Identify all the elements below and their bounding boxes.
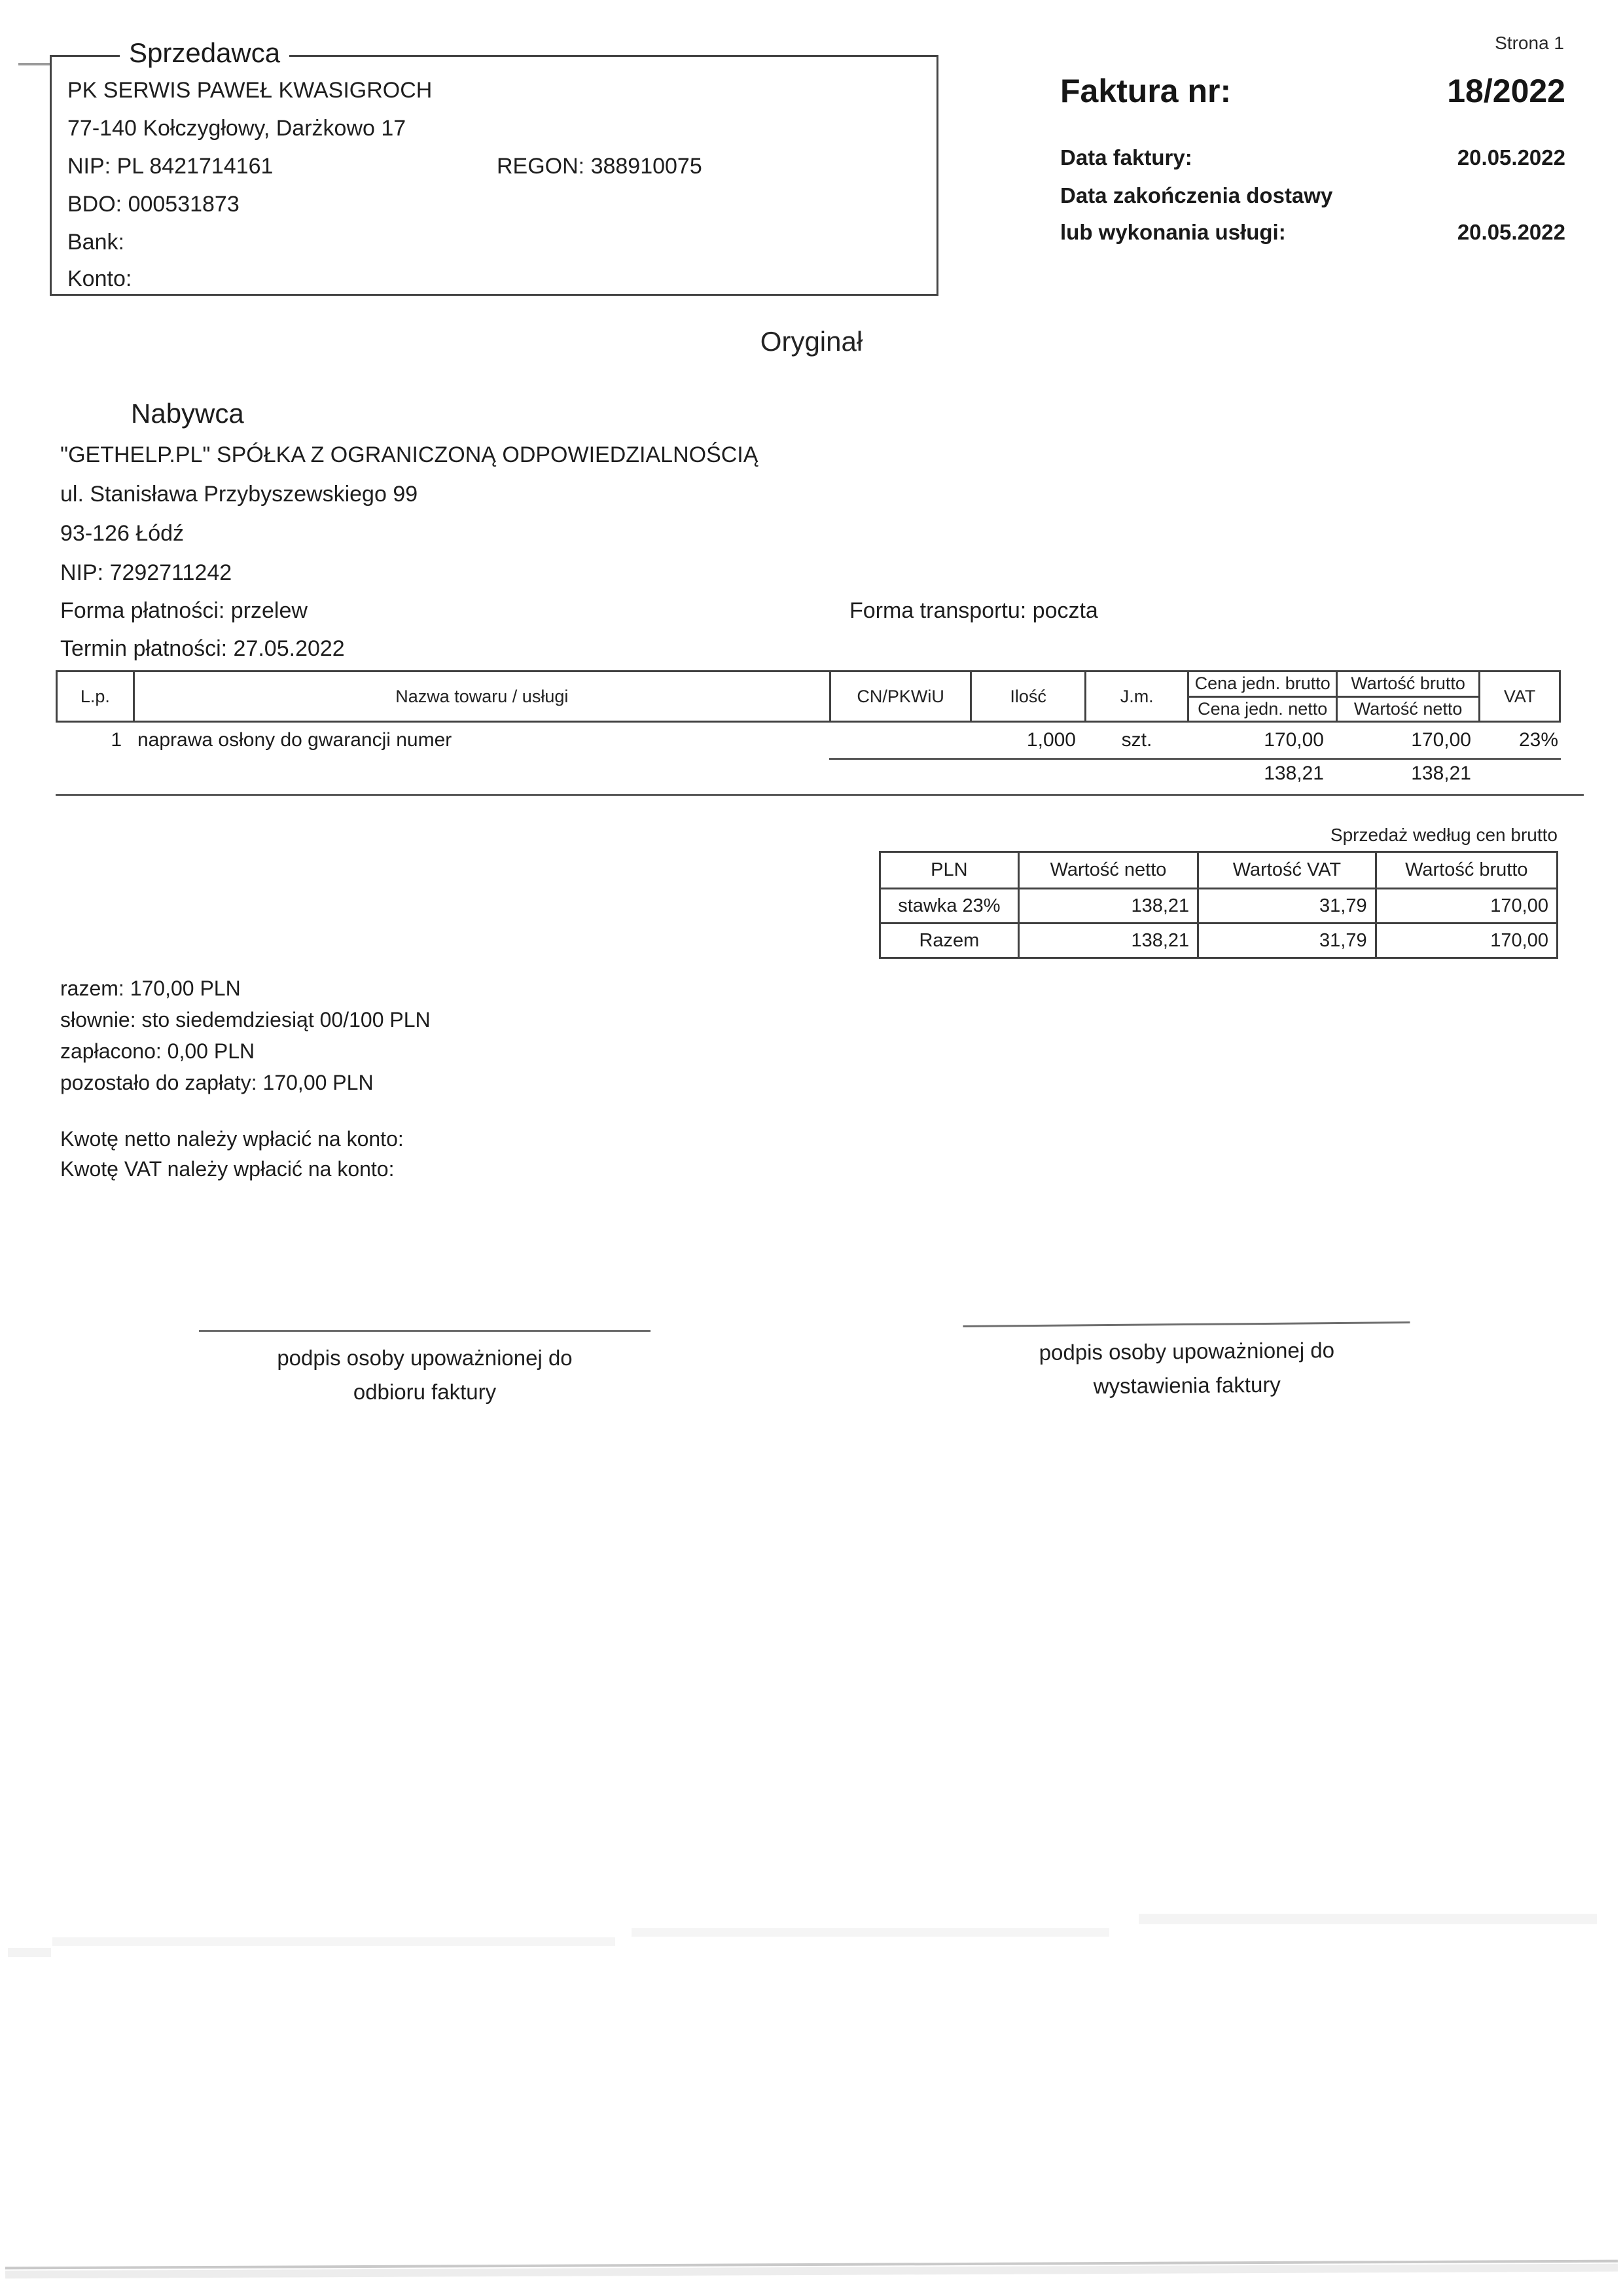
delivery-date-label-line1: Data zakończenia dostawy	[1060, 183, 1333, 207]
summary-header-row	[881, 853, 1556, 888]
buyer-heading: Nabywca	[131, 398, 244, 429]
item-value-net: 138,21	[1411, 762, 1471, 784]
col-header-unit-price-net: Cena jedn. netto	[1198, 698, 1328, 719]
items-table	[56, 670, 1561, 796]
item-lp: 1	[111, 729, 122, 751]
payment-due-date: Termin płatności: 27.05.2022	[60, 636, 345, 661]
summary-total-netto: 138,21	[1018, 924, 1197, 957]
table-row-gross	[56, 729, 1561, 757]
summary-col-vat: Wartość VAT	[1197, 853, 1374, 888]
col-header-value	[1336, 672, 1478, 721]
buyer-name: "GETHELP.PL" SPÓŁKA Z OGRANICZONĄ ODPOWIEDZIALNOŚCIĄ	[60, 442, 758, 467]
summary-caption: Sprzedaż według cen brutto	[1330, 825, 1558, 845]
signature-line-issuer	[963, 1321, 1410, 1327]
note-net-account: Kwotę netto należy wpłacić na konto:	[60, 1127, 404, 1151]
scan-artifact-bar	[52, 1937, 615, 1946]
col-header-value-net: Wartość netto	[1353, 698, 1463, 719]
col-header-value-gross: Wartość brutto	[1338, 672, 1478, 698]
seller-box	[50, 37, 938, 296]
delivery-date-label-line2: lub wykonania usługi:	[1060, 220, 1286, 244]
summary-total-brutto: 170,00	[1375, 924, 1556, 957]
total-amount: razem: 170,00 PLN	[60, 977, 241, 1000]
amount-due: pozostało do zapłaty: 170,00 PLN	[60, 1071, 374, 1094]
seller-name: PK SERWIS PAWEŁ KWASIGROCH	[67, 78, 433, 103]
signature-block-receiver	[199, 1330, 651, 1409]
items-table-header	[56, 670, 1561, 723]
table-row-net	[56, 762, 1561, 790]
col-header-vat: VAT	[1478, 672, 1559, 721]
signature-block-issuer	[963, 1321, 1410, 1405]
invoice-title: Faktura nr:	[1060, 73, 1232, 109]
invoice-date-label: Data faktury:	[1060, 145, 1192, 170]
signature-caption-issuer-line1: podpis osoby upoważnionej do	[1039, 1338, 1335, 1365]
item-name: naprawa osłony do gwarancji numer	[137, 729, 452, 751]
amount-paid: zapłacono: 0,00 PLN	[60, 1039, 255, 1063]
col-header-unit-price-gross: Cena jedn. brutto	[1189, 672, 1335, 698]
summary-col-brutto: Wartość brutto	[1375, 853, 1556, 888]
payment-method: Forma płatności: przelew	[60, 598, 308, 623]
buyer-street: ul. Stanisława Przybyszewskiego 99	[60, 482, 418, 507]
col-header-lp: L.p.	[80, 686, 110, 706]
seller-nip: NIP: PL 8421714161	[67, 154, 274, 179]
seller-bdo: BDO: 000531873	[67, 192, 240, 217]
summary-rate-brutto: 170,00	[1375, 889, 1556, 922]
scan-artifact-bar	[1139, 1914, 1597, 1924]
invoice-date-value: 20.05.2022	[1457, 145, 1565, 170]
item-value-gross: 170,00	[1411, 729, 1471, 751]
summary-table	[879, 851, 1558, 959]
signature-caption-receiver-line1: podpis osoby upoważnionej do	[277, 1346, 573, 1370]
col-header-unit-price	[1187, 672, 1335, 721]
scan-artifact-bottom-line	[5, 2260, 1618, 2279]
scan-artifact-dash	[18, 63, 50, 65]
col-header-name: Nazwa towaru / usługi	[133, 672, 829, 721]
col-header-cn: CN/PKWiU	[829, 672, 970, 721]
summary-row-razem	[881, 922, 1556, 957]
summary-total-label: Razem	[919, 929, 980, 951]
summary-rate-label: stawka 23%	[898, 895, 1001, 916]
seller-konto: Konto:	[67, 266, 132, 291]
summary-col-pln: PLN	[931, 859, 968, 880]
summary-row-stawka	[881, 888, 1556, 922]
item-unit-price-net: 138,21	[1264, 762, 1324, 784]
table-bottom-rule	[56, 794, 1584, 796]
seller-bank: Bank:	[67, 230, 124, 255]
seller-tax-line	[67, 154, 918, 179]
scan-artifact-bar	[632, 1928, 1109, 1937]
item-qty: 1,000	[1026, 729, 1076, 751]
item-cn	[829, 729, 971, 757]
signature-caption-receiver-line2: odbioru faktury	[353, 1380, 497, 1404]
summary-col-netto: Wartość netto	[1018, 853, 1197, 888]
delivery-date-value: 20.05.2022	[1457, 220, 1565, 244]
seller-box-legend: Sprzedawca	[120, 37, 289, 69]
signature-caption-issuer-line2: wystawienia faktury	[1093, 1372, 1281, 1399]
transport-method: Forma transportu: poczta	[849, 598, 1098, 623]
item-unit: szt.	[1121, 729, 1152, 751]
col-header-qty: Ilość	[970, 672, 1084, 721]
copy-type-label: Oryginał	[760, 326, 863, 357]
signature-line-receiver	[199, 1330, 651, 1332]
amount-in-words: słownie: sto siedemdziesiąt 00/100 PLN	[60, 1008, 431, 1031]
buyer-nip: NIP: 7292711242	[60, 560, 232, 585]
row-separator-rule	[829, 758, 1561, 760]
page-number: Strona 1	[1495, 33, 1564, 53]
item-unit-price-gross: 170,00	[1264, 729, 1324, 751]
summary-rate-netto: 138,21	[1018, 889, 1197, 922]
seller-address: 77-140 Kołczygłowy, Darżkowo 17	[67, 116, 406, 141]
invoice-number: 18/2022	[1447, 73, 1565, 109]
summary-rate-vat: 31,79	[1197, 889, 1374, 922]
summary-total-vat: 31,79	[1197, 924, 1374, 957]
buyer-city: 93-126 Łódź	[60, 521, 185, 546]
col-header-unit: J.m.	[1084, 672, 1188, 721]
item-vat: 23%	[1518, 729, 1558, 751]
scan-artifact-bar	[8, 1948, 51, 1957]
note-vat-account: Kwotę VAT należy wpłacić na konto:	[60, 1157, 395, 1181]
seller-regon: REGON: 388910075	[497, 154, 702, 179]
